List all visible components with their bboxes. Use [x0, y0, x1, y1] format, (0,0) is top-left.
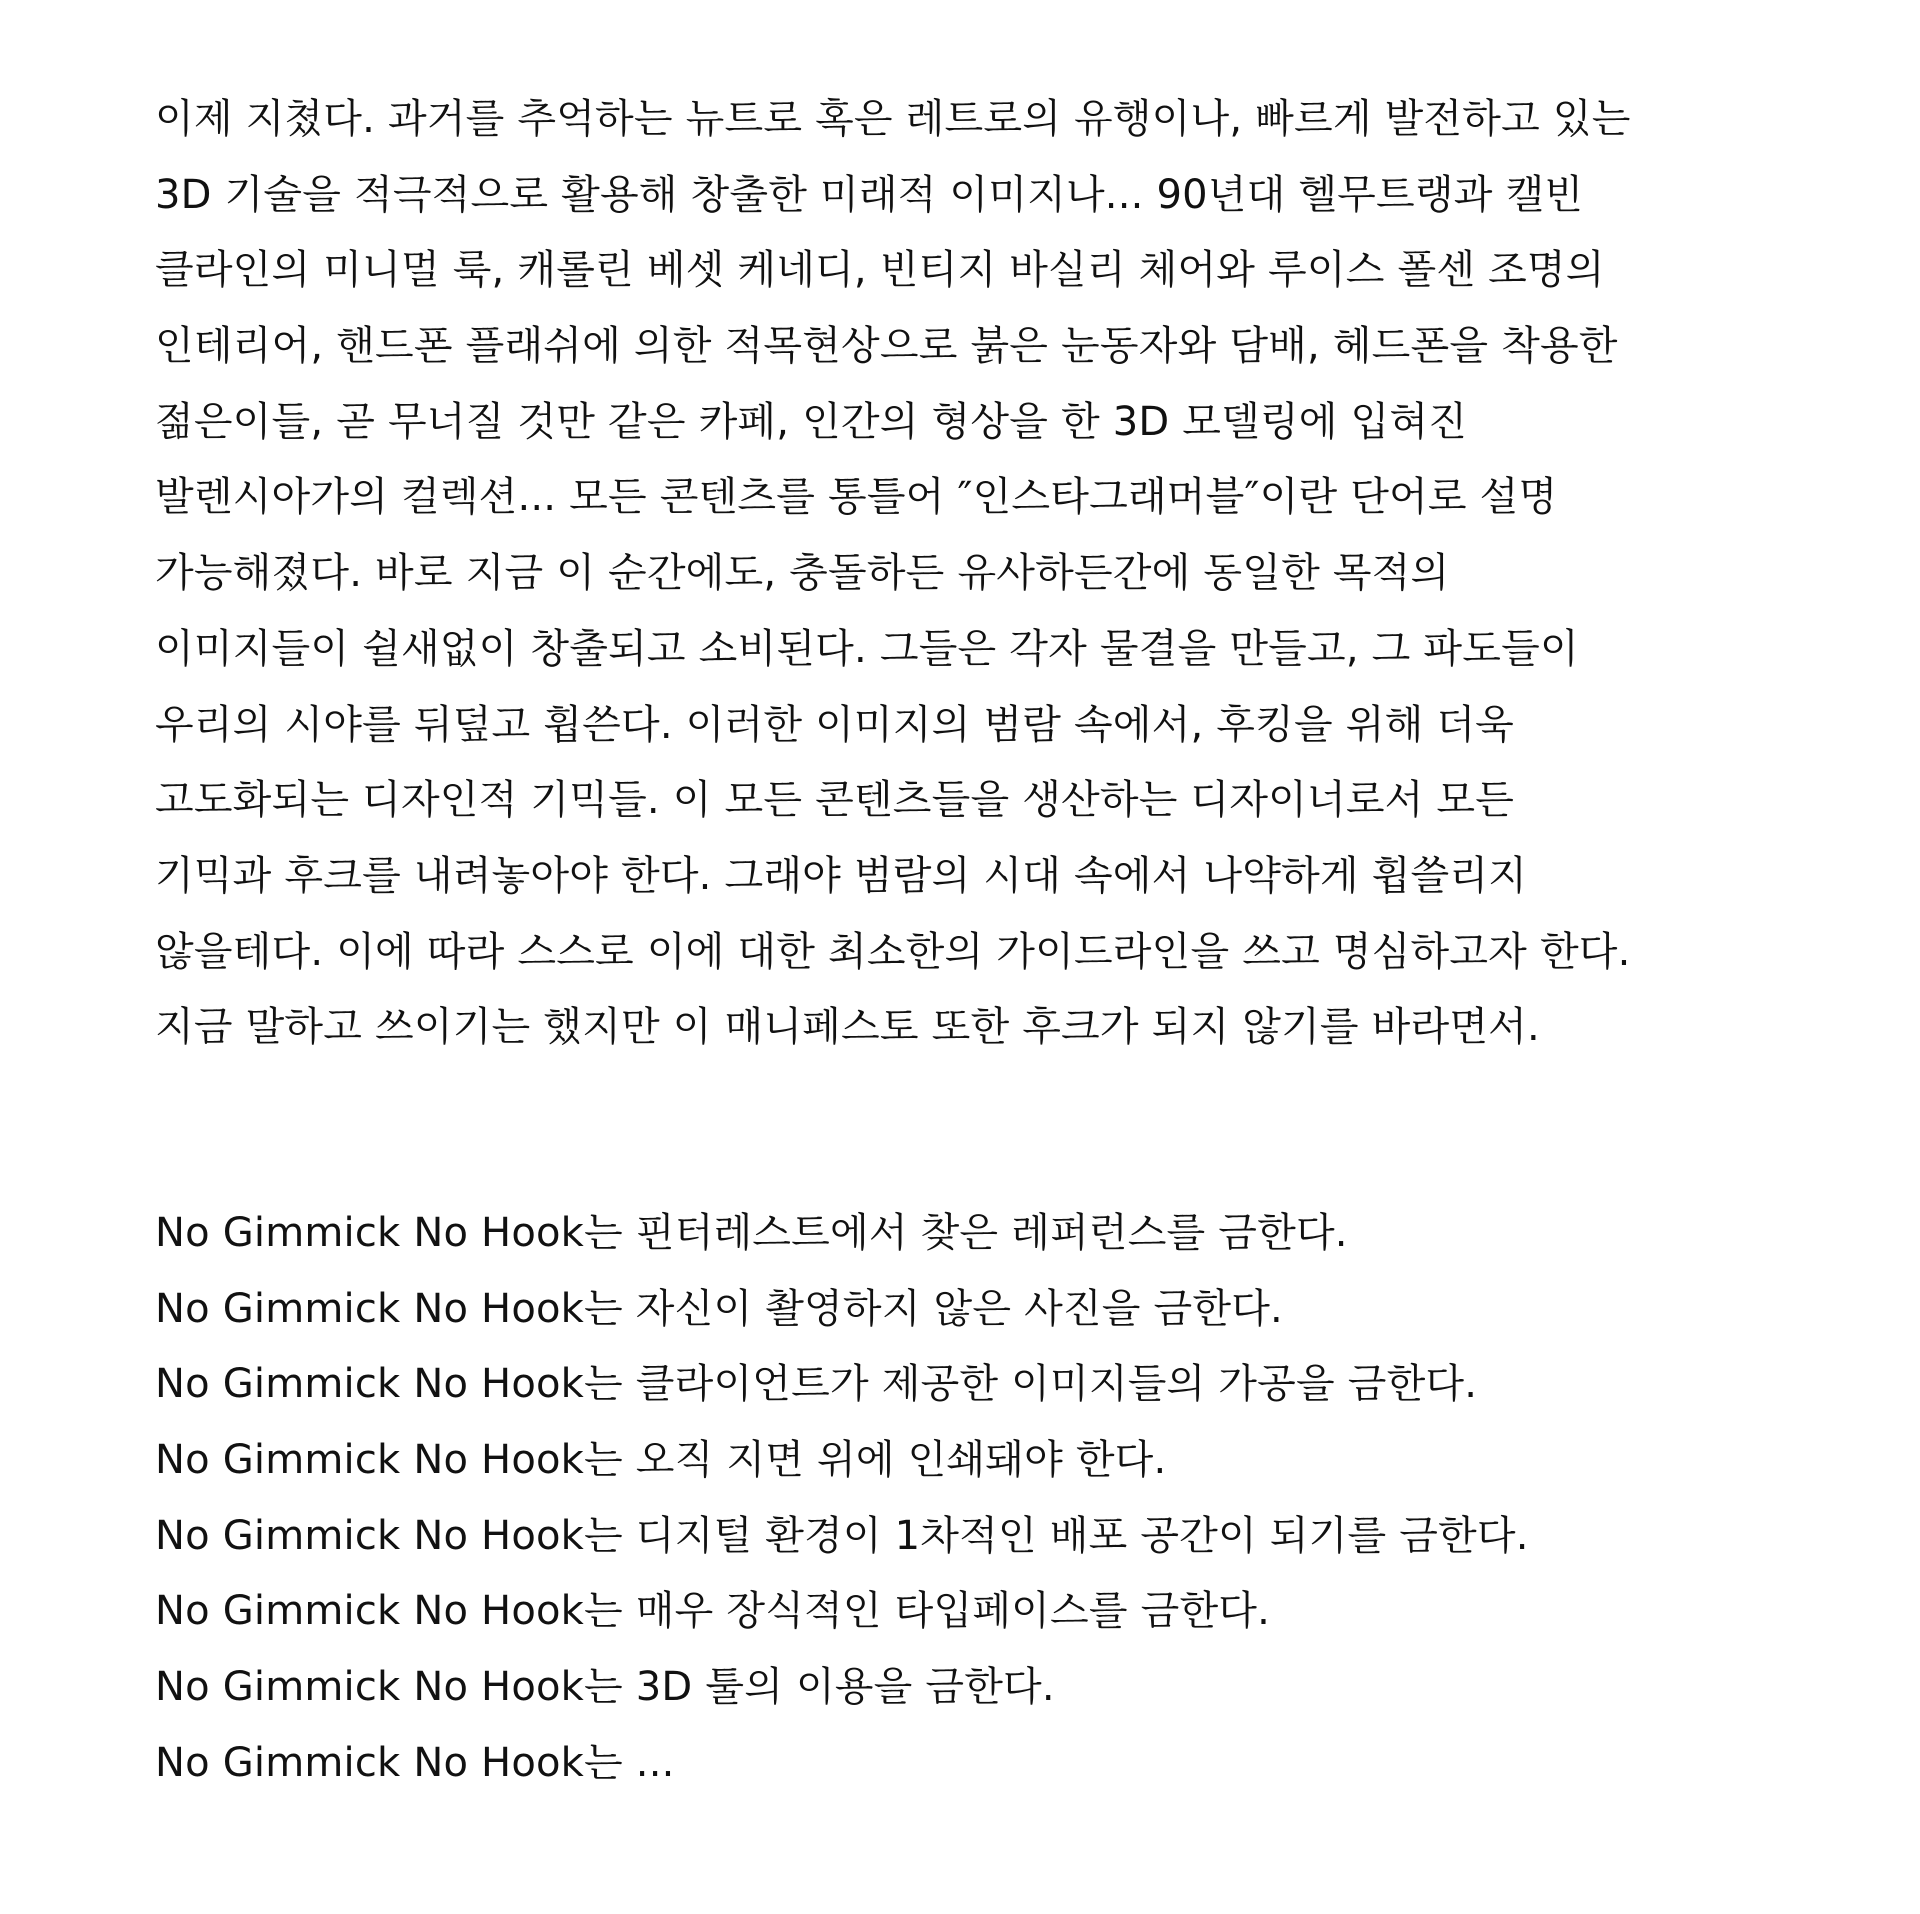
rule-item: No Gimmick No Hook는 디지털 환경이 1차적인 배포 공간이 되기를 금한다. — [155, 1512, 1529, 1559]
rule-item: No Gimmick No Hook는 오직 지면 위에 인쇄돼야 한다. — [155, 1437, 1167, 1484]
manifesto-line: 젊은이들, 곧 무너질 것만 같은 카페, 인간의 형상을 한 3D 모델링에 입혀진 — [155, 398, 1468, 445]
manifesto-line: 고도화되는 디자인적 기믹들. 이 모든 콘텐츠들을 생산하는 디자이너로서 모든 — [155, 777, 1515, 824]
rule-item: No Gimmick No Hook는 3D 툴의 이용을 금한다. — [155, 1664, 1055, 1711]
rule-item: No Gimmick No Hook는 핀터레스트에서 찾은 레퍼런스를 금한다. — [155, 1210, 1348, 1256]
rules-list — [155, 1196, 1855, 1802]
rule-item: No Gimmick No Hook는 자신이 촬영하지 않은 사진을 금한다. — [155, 1285, 1283, 1332]
rule-item: No Gimmick No Hook는 매우 장식적인 타입페이스를 금한다. — [155, 1588, 1271, 1635]
manifesto-line: 클라인의 미니멀 룩, 캐롤린 베셋 케네디, 빈티지 바실리 체어와 루이스 폴센 조명의 — [155, 247, 1605, 294]
manifesto-line: 않을테다. 이에 따라 스스로 이에 대한 최소한의 가이드라인을 쓰고 명심하고자 한다. — [155, 928, 1631, 975]
manifesto-line: 기믹과 후크를 내려놓아야 한다. 그래야 범람의 시대 속에서 나약하게 휩쓸리지 — [155, 852, 1528, 899]
manifesto-line: 3D 기술을 적극적으로 활용해 창출한 미래적 이미지나... 90년대 헬무트랭과 캘빈 — [155, 171, 1584, 218]
manifesto-line: 지금 말하고 쓰이기는 했지만 이 매니페스토 또한 후크가 되지 않기를 바라면서. — [155, 1004, 1540, 1051]
manifesto-line: 가능해졌다. 바로 지금 이 순간에도, 충돌하든 유사하든간에 동일한 목적의 — [155, 550, 1450, 597]
rule-item: No Gimmick No Hook는 ... — [155, 1739, 675, 1786]
manifesto-line: 이미지들이 쉴새없이 창출되고 소비된다. 그들은 각자 물결을 만들고, 그 파도들이 — [155, 625, 1579, 672]
manifesto-line: 우리의 시야를 뒤덮고 휩쓴다. 이러한 이미지의 범람 속에서, 후킹을 위해 더욱 — [155, 701, 1515, 748]
manifesto-line: 인테리어, 핸드폰 플래쉬에 의한 적목현상으로 붉은 눈동자와 담배, 헤드폰을 착용한 — [155, 323, 1618, 370]
manifesto-line: 이제 지쳤다. 과거를 추억하는 뉴트로 혹은 레트로의 유행이나, 빠르게 발전하고 있는 — [155, 96, 1631, 142]
rule-item: No Gimmick No Hook는 클라이언트가 제공한 이미지들의 가공을 금한다. — [155, 1361, 1478, 1408]
manifesto-paragraph — [155, 82, 1855, 1066]
manifesto-line: 발렌시아가의 컬렉션... 모든 콘텐츠를 통틀어 ″인스타그래머블″이란 단어로 설명 — [155, 474, 1558, 521]
